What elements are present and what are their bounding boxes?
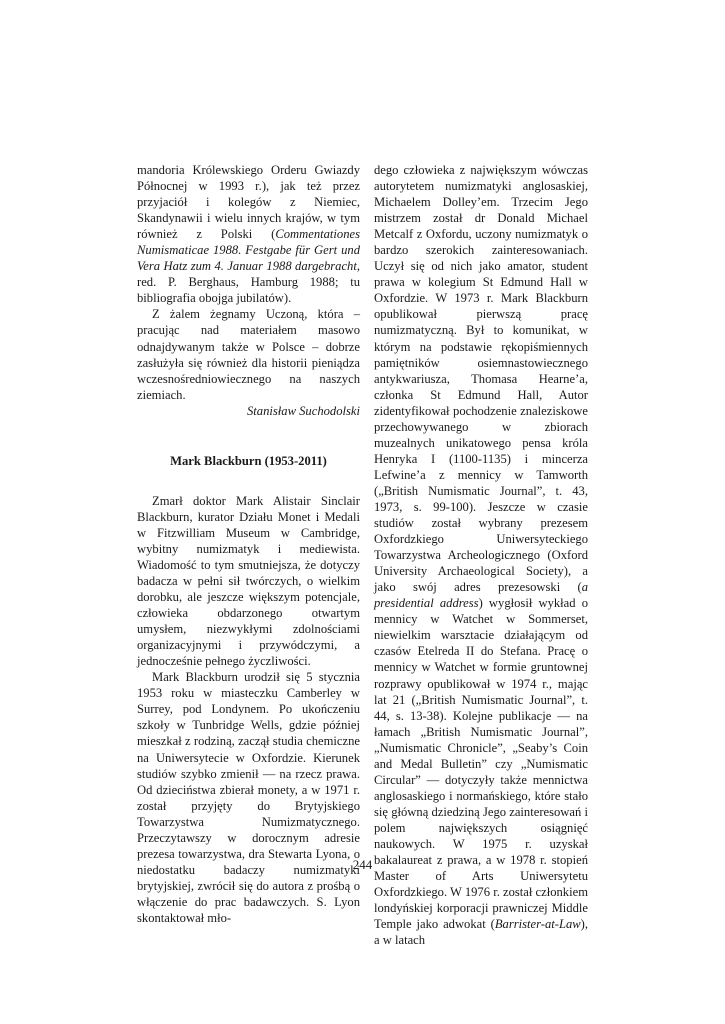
italic-phrase: Barrister-at-Law — [494, 917, 581, 932]
italic-title: Commentationes Numismaticae 1988. Festgabe für Gert und Vera Hatz zum 4. Januar 1988 dargebracht — [137, 227, 360, 274]
text-run: dego człowieka z największym wówczas autorytetem numizmatyki anglosaskiej, Michaelem Dolley’em. Trzecim Jego mistrzem został dr Donald Michael Metcalf z Oxfordu, uczony numizmatyk o bardzo szerokich zainteresowaniach. Uczył się od nich jako amator, student prawa w kolegium St Edmund Hall w Oxfordzie. W 1973 r. Mark Blackburn opublikował pierwszą pracę numizmatyczną. Był to komunikat, w którym na podstawie rękopiśmiennych pamiętników osiemnastowiecznego antykwariusza, Thomasa Hearne’a, członka St Edmund Hall, Autor zidentyfikował pochodzenie znaleziskowe przechowywanego w zbiorach muzealnych unikatowego pensa króla Henryka I (1100-1135) i mincerza Lefwine’a z mennicy w Tamworth („British Numismatic Journal”, t. 43, 1973, s. 99-100). Jeszcze w czasie studiów został wybrany prezesem Oxfordzkiego Uniwersyteckiego Towarzystwa Archeologicznego (Oxford University Archaeological Society), a jako swój adres prezesowski ( — [374, 163, 588, 595]
text-run: , red. P. Berghaus, Hamburg 1988; tu bibliografia obojga jubilatów). — [137, 259, 360, 306]
text-run: ), a w latach — [374, 917, 588, 948]
page-number: 244 — [352, 857, 373, 872]
right-column — [374, 162, 588, 948]
paragraph-continuation-right — [374, 162, 588, 948]
text-run: ) wygłosił wykład o mennicy w Watchet w Sommerset, niewielkim warsztacie działającym od czasów Etelreda II do Stefana. Pracę o mennicy w Watchet w formie gruntownej rozprawy opublikował w 1974 r., mając lat 21 („British Numismatic Journal”, t. 44, s. 13-38). Kolejne publikacje — na łamach „British Numismatic Journal”, „Numismatic Chronicle”, „Seaby’s Coin and Medal Bulletin” czy „Numismatic Circular” — dotyczyły także mennictwa anglosaskiego i normańskiego, które stało się główną dziedziną Jego zainteresowań i polem największych osiągnięć naukowych. W 1975 r. uzyskał bakalaureat z prawa, a w 1978 r. stopień Master of Arts Uniwersytetu Oxfordzkiego. W 1976 r. został członkiem londyńskiej korporacji prawniczej Middle Temple jako adwokat ( — [374, 596, 588, 932]
paragraph-obituary-intro: Zmarł doktor Mark Alistair Sinclair Blackburn, kurator Działu Monet i Medali w Fitzwilliam Museum w Cambridge, wybitny numizmatyk i mediewista. Wiadomość to tym smutniejsza, że dotyczy badacza w pełni sił twórczych, o wielkim dorobku, ale jeszcze większym potencjale, człowieka obdarzonego otwartym umysłem, niezwykłymi zdolnościami organizacyjnymi i przywódczymi, a jednocześnie pełnego życzliwości. — [137, 493, 360, 669]
section-heading: Mark Blackburn (1953-2011) — [170, 453, 327, 468]
text-run: mandoria Królewskiego Orderu Gwiazdy Północnej w 1993 r.), jak też przez przyjaciół i kolegów z Niemiec, Skandynawii i wielu innych krajów, w tym również z Polski ( — [137, 163, 360, 242]
italic-phrase: a presidential address — [374, 580, 588, 611]
paragraph-continuation — [137, 162, 360, 306]
left-column — [137, 162, 360, 926]
author-signature: Stanisław Suchodolski — [247, 403, 360, 418]
paragraph-biography: Mark Blackburn urodził się 5 stycznia 1953 roku w miasteczku Camberley w Surrey, pod Londynem. Po ukończeniu szkoły w Tunbridge Wells, gdzie później mieszkał z rodziną, zaczął studia chemiczne na Uniwersytecie w Oxfordzie. Kierunek studiów szybko zmienił — na rzecz prawa. Od dzieciństwa zbierał monety, a w 1971 r. został przyjęty do Brytyjskiego Towarzystwa Numizmatycznego. Przeczytawszy w dorocznym adresie prezesa towarzystwa, dra Stewarta Lyona, o niedostatku badaczy numizmatyki brytyjskiej, zwrócił się do autora z prośbą o włączenie do prac badawczych. S. Lyon skontaktował mło- — [137, 670, 360, 925]
paragraph-farewell: Z żalem żegnamy Uczoną, która – pracując nad materiałem masowo odnajdywanym także w Polsce – dobrze zasłużyła się również dla historii pieniądza wczesnośredniowiecznego na naszych ziemiach. — [137, 307, 360, 402]
